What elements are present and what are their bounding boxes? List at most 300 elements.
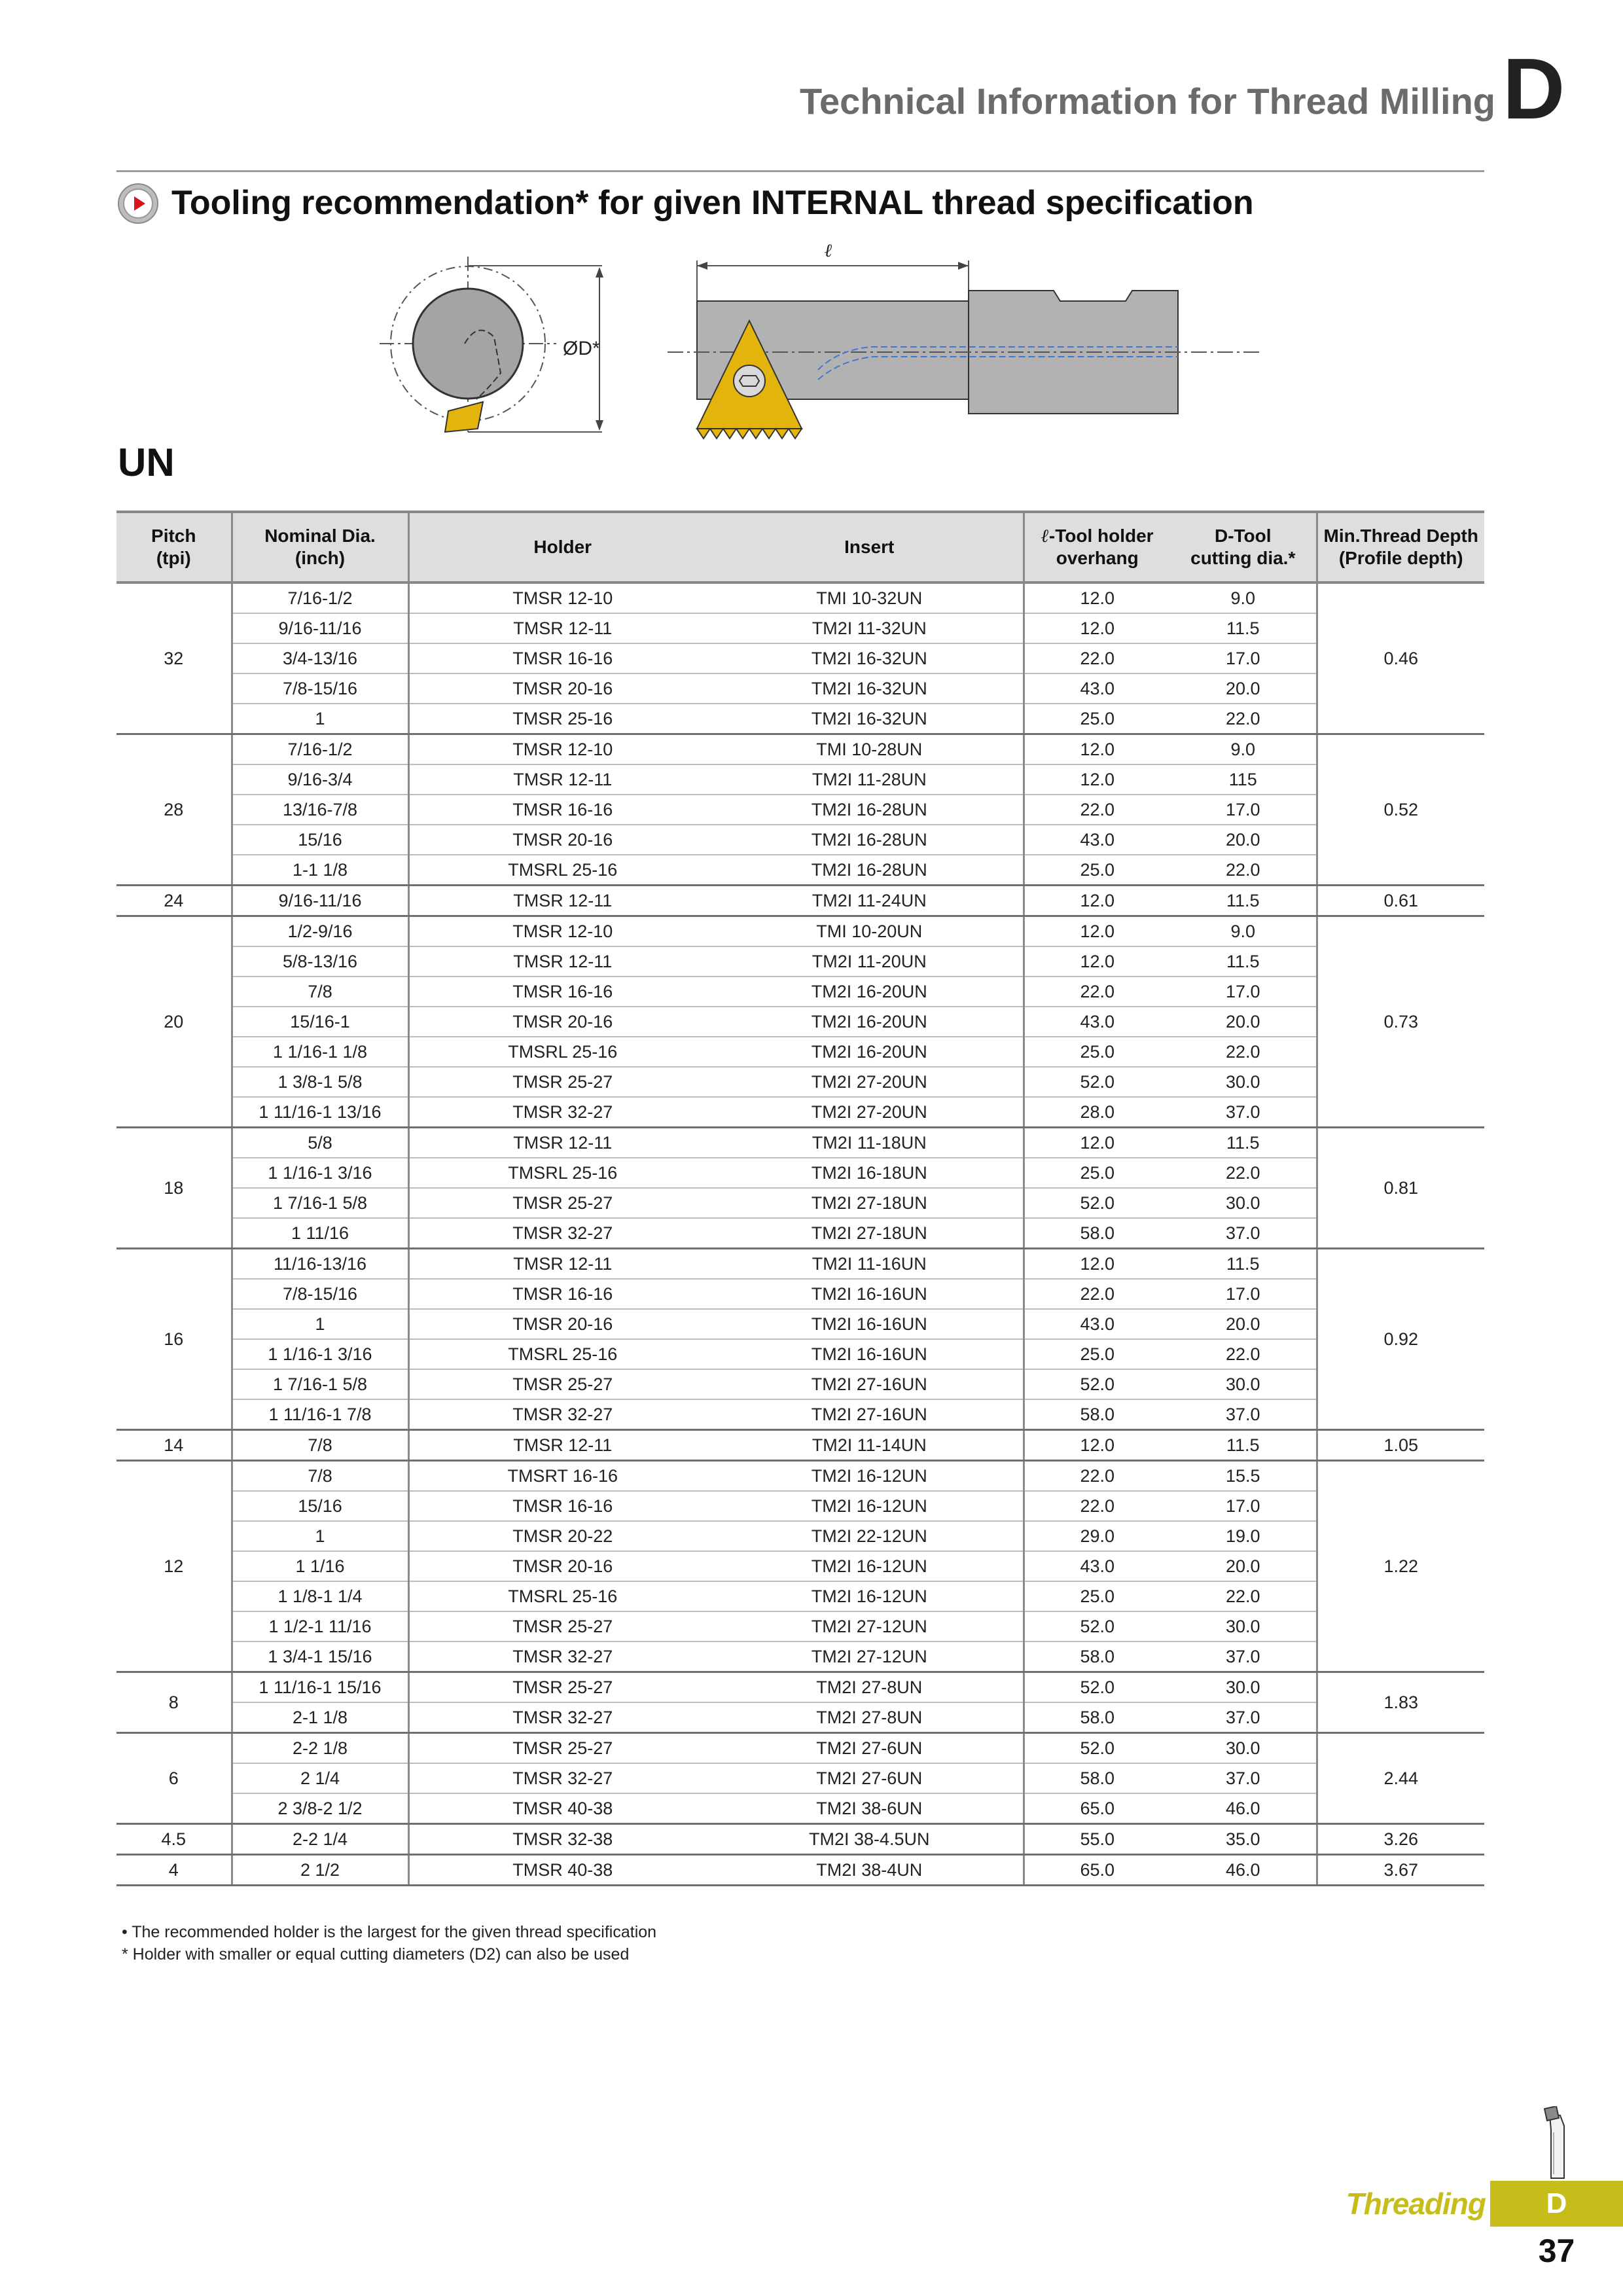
table-row [116, 1733, 1484, 1764]
insert-cell: TM2I 27-12UN [716, 1611, 1024, 1641]
insert-cell: TM2I 27-18UN [716, 1188, 1024, 1218]
table-row [116, 1007, 1484, 1037]
header-overhang: ℓ-Tool holder overhang [1024, 512, 1170, 583]
nominal-dia-cell: 1 [232, 1521, 408, 1551]
cutting-dia-cell: 22.0 [1170, 1581, 1317, 1611]
cutting-dia-cell: 17.0 [1170, 1279, 1317, 1309]
insert-cell: TMI 10-20UN [716, 916, 1024, 947]
insert-cell: TM2I 27-20UN [716, 1067, 1024, 1097]
overhang-cell: 43.0 [1024, 1007, 1170, 1037]
table-row [116, 1158, 1484, 1188]
pitch-cell: 24 [116, 886, 232, 916]
overhang-cell: 25.0 [1024, 1339, 1170, 1369]
insert-cell: TM2I 38-4.5UN [716, 1824, 1024, 1855]
nominal-dia-cell: 1 1/16-1 3/16 [232, 1339, 408, 1369]
nominal-dia-cell: 1 [232, 1309, 408, 1339]
table-row [116, 673, 1484, 704]
overhang-cell: 43.0 [1024, 1551, 1170, 1581]
nominal-dia-cell: 1 1/16-1 3/16 [232, 1158, 408, 1188]
nominal-dia-cell: 2 1/4 [232, 1763, 408, 1793]
cutting-dia-cell: 20.0 [1170, 1309, 1317, 1339]
cutting-dia-cell: 11.5 [1170, 1430, 1317, 1461]
overhang-cell: 52.0 [1024, 1672, 1170, 1703]
cutting-dia-cell: 30.0 [1170, 1611, 1317, 1641]
thread-depth-cell: 1.83 [1317, 1672, 1484, 1733]
thread-depth-cell: 0.61 [1317, 886, 1484, 916]
nominal-dia-cell: 11/16-13/16 [232, 1249, 408, 1280]
table-row [116, 613, 1484, 643]
holder-cell: TMSR 20-16 [408, 1309, 716, 1339]
table-row [116, 1824, 1484, 1855]
cutting-dia-cell: 30.0 [1170, 1733, 1317, 1764]
cutting-dia-cell: 11.5 [1170, 886, 1317, 916]
nominal-dia-cell: 1 1/2-1 11/16 [232, 1611, 408, 1641]
thread-depth-cell: 2.44 [1317, 1733, 1484, 1824]
tooling-recommendation-table [116, 511, 1484, 1886]
table-row [116, 1702, 1484, 1733]
table-row [116, 1067, 1484, 1097]
nominal-dia-cell: 1 [232, 704, 408, 734]
cutting-dia-cell: 20.0 [1170, 1551, 1317, 1581]
table-row [116, 583, 1484, 613]
overhang-cell: 55.0 [1024, 1824, 1170, 1855]
nominal-dia-cell: 13/16-7/8 [232, 795, 408, 825]
overhang-cell: 43.0 [1024, 1309, 1170, 1339]
insert-cell: TM2I 11-18UN [716, 1128, 1024, 1158]
table-row [116, 916, 1484, 947]
table-row [116, 1672, 1484, 1703]
bore-cross-section [380, 257, 603, 432]
nominal-dia-cell: 5/8-13/16 [232, 946, 408, 977]
holder-cell: TMSR 12-11 [408, 764, 716, 795]
nominal-dia-cell: 15/16-1 [232, 1007, 408, 1037]
holder-cell: TMSR 16-16 [408, 1491, 716, 1521]
overhang-cell: 28.0 [1024, 1097, 1170, 1128]
cutting-dia-cell: 35.0 [1170, 1824, 1317, 1855]
insert-cell: TM2I 38-4UN [716, 1855, 1024, 1886]
insert-cell: TM2I 16-12UN [716, 1551, 1024, 1581]
page-number: 37 [1538, 2233, 1575, 2269]
header-thread-depth: Min.Thread Depth (Profile depth) [1317, 512, 1484, 583]
cutting-dia-cell: 11.5 [1170, 1249, 1317, 1280]
holder-cell: TMSR 20-22 [408, 1521, 716, 1551]
overhang-cell: 65.0 [1024, 1855, 1170, 1886]
nominal-dia-cell: 7/16-1/2 [232, 583, 408, 613]
nominal-dia-cell: 7/16-1/2 [232, 734, 408, 765]
thread-depth-cell: 0.73 [1317, 916, 1484, 1128]
insert-cell: TM2I 27-18UN [716, 1218, 1024, 1249]
pitch-cell: 14 [116, 1430, 232, 1461]
cutting-dia-cell: 46.0 [1170, 1855, 1317, 1886]
nominal-dia-cell: 1 1/16 [232, 1551, 408, 1581]
nominal-dia-cell: 2 3/8-2 1/2 [232, 1793, 408, 1824]
holder-cell: TMSRL 25-16 [408, 855, 716, 886]
insert-cell: TM2I 22-12UN [716, 1521, 1024, 1551]
cutting-dia-cell: 11.5 [1170, 946, 1317, 977]
header-holder: Holder [408, 512, 716, 583]
table-row [116, 1037, 1484, 1067]
pitch-cell: 32 [116, 583, 232, 734]
thread-depth-cell: 3.67 [1317, 1855, 1484, 1886]
pitch-cell: 20 [116, 916, 232, 1128]
holder-cell: TMSR 12-11 [408, 886, 716, 916]
cutting-dia-cell: 22.0 [1170, 704, 1317, 734]
insert-cell: TM2I 16-20UN [716, 1037, 1024, 1067]
insert-cell: TMI 10-32UN [716, 583, 1024, 613]
nominal-dia-cell: 7/8-15/16 [232, 1279, 408, 1309]
overhang-cell: 12.0 [1024, 886, 1170, 916]
length-label: ℓ [825, 242, 832, 261]
table-row [116, 795, 1484, 825]
table-row [116, 1399, 1484, 1430]
insert-cell: TM2I 16-20UN [716, 1007, 1024, 1037]
header-insert: Insert [716, 512, 1024, 583]
table-row [116, 1521, 1484, 1551]
insert-cell: TM2I 16-32UN [716, 643, 1024, 673]
table-row [116, 1641, 1484, 1672]
pitch-cell: 4.5 [116, 1824, 232, 1855]
nominal-dia-cell: 2-2 1/8 [232, 1733, 408, 1764]
chapter-label: Threading [1346, 2187, 1486, 2221]
overhang-cell: 12.0 [1024, 946, 1170, 977]
holder-cell: TMSRL 25-16 [408, 1037, 716, 1067]
holder-cell: TMSR 12-10 [408, 734, 716, 765]
table-row [116, 1763, 1484, 1793]
insert-cell: TM2I 16-12UN [716, 1581, 1024, 1611]
cutting-dia-cell: 22.0 [1170, 855, 1317, 886]
cutting-dia-cell: 46.0 [1170, 1793, 1317, 1824]
thread-depth-cell: 1.05 [1317, 1430, 1484, 1461]
nominal-dia-cell: 7/8 [232, 977, 408, 1007]
table-row [116, 1339, 1484, 1369]
header-divider [116, 170, 1484, 172]
holder-cell: TMSRL 25-16 [408, 1339, 716, 1369]
table-row [116, 1188, 1484, 1218]
nominal-dia-cell: 7/8 [232, 1461, 408, 1492]
table-row [116, 643, 1484, 673]
table-row [116, 1611, 1484, 1641]
cutting-dia-cell: 37.0 [1170, 1097, 1317, 1128]
cutting-dia-cell: 9.0 [1170, 583, 1317, 613]
table-row [116, 1369, 1484, 1399]
insert-cell: TM2I 38-6UN [716, 1793, 1024, 1824]
cutting-dia-cell: 19.0 [1170, 1521, 1317, 1551]
header-cutting-dia: D-Tool cutting dia.* [1170, 512, 1317, 583]
holder-cell: TMSRL 25-16 [408, 1158, 716, 1188]
table-row [116, 977, 1484, 1007]
overhang-cell: 52.0 [1024, 1611, 1170, 1641]
overhang-cell: 58.0 [1024, 1702, 1170, 1733]
thread-depth-cell: 1.22 [1317, 1461, 1484, 1672]
thread-depth-cell: 3.26 [1317, 1824, 1484, 1855]
cutting-dia-cell: 30.0 [1170, 1067, 1317, 1097]
pitch-cell: 16 [116, 1249, 232, 1430]
chapter-tab-letter: D [1546, 2187, 1567, 2219]
holder-cell: TMSR 16-16 [408, 1279, 716, 1309]
insert-cell: TM2I 27-6UN [716, 1763, 1024, 1793]
insert-cell: TM2I 11-16UN [716, 1249, 1024, 1280]
insert-cell: TM2I 16-28UN [716, 795, 1024, 825]
table-row [116, 886, 1484, 916]
insert-cell: TM2I 16-16UN [716, 1339, 1024, 1369]
cutting-dia-cell: 115 [1170, 764, 1317, 795]
thread-depth-cell: 0.92 [1317, 1249, 1484, 1430]
overhang-cell: 58.0 [1024, 1218, 1170, 1249]
nominal-dia-cell: 7/8 [232, 1430, 408, 1461]
overhang-cell: 25.0 [1024, 855, 1170, 886]
table-row [116, 704, 1484, 734]
table-row [116, 1249, 1484, 1280]
holder-cell: TMSR 12-10 [408, 583, 716, 613]
footnote-holder: • The recommended holder is the largest for the given thread specification [122, 1923, 657, 1941]
insert-cell: TM2I 16-32UN [716, 673, 1024, 704]
overhang-cell: 22.0 [1024, 1461, 1170, 1492]
overhang-cell: 25.0 [1024, 1581, 1170, 1611]
table-row [116, 1855, 1484, 1886]
cutting-dia-cell: 37.0 [1170, 1641, 1317, 1672]
holder-cell: TMSR 12-11 [408, 1430, 716, 1461]
overhang-cell: 65.0 [1024, 1793, 1170, 1824]
insert-cell: TM2I 16-32UN [716, 704, 1024, 734]
nominal-dia-cell: 9/16-3/4 [232, 764, 408, 795]
insert-cell: TM2I 27-16UN [716, 1369, 1024, 1399]
nominal-dia-cell: 1 7/16-1 5/8 [232, 1369, 408, 1399]
overhang-cell: 22.0 [1024, 1491, 1170, 1521]
pitch-cell: 4 [116, 1855, 232, 1886]
cutting-dia-cell: 17.0 [1170, 643, 1317, 673]
holder-cell: TMSR 12-11 [408, 613, 716, 643]
insert-cell: TM2I 11-28UN [716, 764, 1024, 795]
holder-cell: TMSR 40-38 [408, 1855, 716, 1886]
cutting-dia-cell: 17.0 [1170, 977, 1317, 1007]
diameter-label: ØD* [563, 338, 600, 359]
insert-cell: TM2I 16-16UN [716, 1309, 1024, 1339]
holder-cell: TMSRL 25-16 [408, 1581, 716, 1611]
table-row [116, 1128, 1484, 1158]
table-row [116, 734, 1484, 765]
pitch-cell: 6 [116, 1733, 232, 1824]
overhang-cell: 52.0 [1024, 1188, 1170, 1218]
holder-cell: TMSR 20-16 [408, 1007, 716, 1037]
holder-cell: TMSR 12-10 [408, 916, 716, 947]
thread-standard-heading: UN [118, 440, 175, 484]
nominal-dia-cell: 1 1/16-1 1/8 [232, 1037, 408, 1067]
holder-cell: TMSR 25-27 [408, 1067, 716, 1097]
pitch-cell: 12 [116, 1461, 232, 1672]
table-row [116, 1461, 1484, 1492]
footnote-asterisk: * Holder with smaller or equal cutting diameters (D2) can also be used [122, 1945, 630, 1964]
holder-cell: TMSR 20-16 [408, 1551, 716, 1581]
tool-diagram [366, 242, 1296, 445]
overhang-cell: 52.0 [1024, 1369, 1170, 1399]
nominal-dia-cell: 1 11/16 [232, 1218, 408, 1249]
table-row [116, 1491, 1484, 1521]
insert-cell: TM2I 11-24UN [716, 886, 1024, 916]
nominal-dia-cell: 2-2 1/4 [232, 1824, 408, 1855]
insert-cell: TM2I 16-16UN [716, 1279, 1024, 1309]
threading-tool-icon [1531, 2106, 1577, 2179]
overhang-cell: 52.0 [1024, 1067, 1170, 1097]
table-row [116, 1793, 1484, 1824]
overhang-cell: 12.0 [1024, 613, 1170, 643]
pitch-cell: 28 [116, 734, 232, 886]
cutting-dia-cell: 9.0 [1170, 734, 1317, 765]
overhang-cell: 25.0 [1024, 1158, 1170, 1188]
holder-cell: TMSR 40-38 [408, 1793, 716, 1824]
cutting-dia-cell: 15.5 [1170, 1461, 1317, 1492]
tool-side-view [668, 242, 1263, 439]
holder-cell: TMSR 32-27 [408, 1097, 716, 1128]
section-letter: D [1503, 41, 1565, 137]
cutting-dia-cell: 17.0 [1170, 1491, 1317, 1521]
overhang-cell: 58.0 [1024, 1641, 1170, 1672]
nominal-dia-cell: 3/4-13/16 [232, 643, 408, 673]
overhang-cell: 25.0 [1024, 704, 1170, 734]
holder-cell: TMSR 25-27 [408, 1672, 716, 1703]
holder-cell: TMSRT 16-16 [408, 1461, 716, 1492]
thread-depth-cell: 0.52 [1317, 734, 1484, 886]
insert-cell: TM2I 11-14UN [716, 1430, 1024, 1461]
overhang-cell: 22.0 [1024, 795, 1170, 825]
table-row [116, 1309, 1484, 1339]
holder-cell: TMSR 25-16 [408, 704, 716, 734]
table-row [116, 1551, 1484, 1581]
header-nominal-dia: Nominal Dia. (inch) [232, 512, 408, 583]
insert-cell: TM2I 16-28UN [716, 855, 1024, 886]
overhang-cell: 12.0 [1024, 764, 1170, 795]
holder-cell: TMSR 32-27 [408, 1218, 716, 1249]
nominal-dia-cell: 1 11/16-1 13/16 [232, 1097, 408, 1128]
nominal-dia-cell: 1 7/16-1 5/8 [232, 1188, 408, 1218]
thread-depth-cell: 0.46 [1317, 583, 1484, 734]
pitch-cell: 8 [116, 1672, 232, 1733]
insert-cell: TM2I 27-6UN [716, 1733, 1024, 1764]
insert-cell: TM2I 16-20UN [716, 977, 1024, 1007]
overhang-cell: 12.0 [1024, 1249, 1170, 1280]
holder-cell: TMSR 32-27 [408, 1399, 716, 1430]
table-row [116, 1581, 1484, 1611]
holder-cell: TMSR 25-27 [408, 1188, 716, 1218]
nominal-dia-cell: 1 11/16-1 15/16 [232, 1672, 408, 1703]
cutting-dia-cell: 9.0 [1170, 916, 1317, 947]
cutting-dia-cell: 22.0 [1170, 1037, 1317, 1067]
holder-cell: TMSR 32-27 [408, 1702, 716, 1733]
nominal-dia-cell: 1 1/8-1 1/4 [232, 1581, 408, 1611]
holder-cell: TMSR 12-11 [408, 1128, 716, 1158]
insert-cell: TM2I 16-12UN [716, 1491, 1024, 1521]
nominal-dia-cell: 2-1 1/8 [232, 1702, 408, 1733]
table-row [116, 764, 1484, 795]
nominal-dia-cell: 9/16-11/16 [232, 613, 408, 643]
table-body [116, 583, 1484, 1886]
table-header-row [116, 512, 1484, 583]
cutting-dia-cell: 37.0 [1170, 1702, 1317, 1733]
nominal-dia-cell: 5/8 [232, 1128, 408, 1158]
cutting-dia-cell: 30.0 [1170, 1369, 1317, 1399]
cutting-dia-cell: 37.0 [1170, 1218, 1317, 1249]
insert-cell: TMI 10-28UN [716, 734, 1024, 765]
overhang-cell: 22.0 [1024, 977, 1170, 1007]
cutting-dia-cell: 30.0 [1170, 1672, 1317, 1703]
table-row [116, 1097, 1484, 1128]
nominal-dia-cell: 15/16 [232, 1491, 408, 1521]
holder-cell: TMSR 32-27 [408, 1641, 716, 1672]
insert-cell: TM2I 27-8UN [716, 1702, 1024, 1733]
holder-cell: TMSR 20-16 [408, 673, 716, 704]
overhang-cell: 12.0 [1024, 1128, 1170, 1158]
insert-cell: TM2I 27-16UN [716, 1399, 1024, 1430]
overhang-cell: 12.0 [1024, 916, 1170, 947]
holder-cell: TMSR 16-16 [408, 795, 716, 825]
insert-cell: TM2I 27-8UN [716, 1672, 1024, 1703]
holder-cell: TMSR 32-38 [408, 1824, 716, 1855]
overhang-cell: 25.0 [1024, 1037, 1170, 1067]
cutting-dia-cell: 30.0 [1170, 1188, 1317, 1218]
nominal-dia-cell: 1 11/16-1 7/8 [232, 1399, 408, 1430]
nominal-dia-cell: 7/8-15/16 [232, 673, 408, 704]
cutting-dia-cell: 11.5 [1170, 1128, 1317, 1158]
overhang-cell: 12.0 [1024, 1430, 1170, 1461]
play-arrow-circle-icon [116, 182, 160, 225]
insert-cell: TM2I 27-12UN [716, 1641, 1024, 1672]
insert-cell: TM2I 16-18UN [716, 1158, 1024, 1188]
nominal-dia-cell: 2 1/2 [232, 1855, 408, 1886]
table-row [116, 825, 1484, 855]
overhang-cell: 58.0 [1024, 1763, 1170, 1793]
section-title: Tooling recommendation* for given INTERNAL thread specification [171, 184, 1254, 222]
nominal-dia-cell: 1-1 1/8 [232, 855, 408, 886]
overhang-cell: 52.0 [1024, 1733, 1170, 1764]
overhang-cell: 12.0 [1024, 583, 1170, 613]
holder-cell: TMSR 25-27 [408, 1369, 716, 1399]
holder-cell: TMSR 12-11 [408, 946, 716, 977]
holder-cell: TMSR 16-16 [408, 977, 716, 1007]
table-row [116, 1279, 1484, 1309]
holder-cell: TMSR 20-16 [408, 825, 716, 855]
page-header-title: Technical Information for Thread Milling [799, 81, 1495, 122]
table-row [116, 855, 1484, 886]
cutting-dia-cell: 17.0 [1170, 795, 1317, 825]
overhang-cell: 12.0 [1024, 734, 1170, 765]
footnotes [122, 1921, 656, 1965]
overhang-cell: 58.0 [1024, 1399, 1170, 1430]
nominal-dia-cell: 9/16-11/16 [232, 886, 408, 916]
overhang-cell: 29.0 [1024, 1521, 1170, 1551]
insert-cell: TM2I 11-20UN [716, 946, 1024, 977]
nominal-dia-cell: 1 3/8-1 5/8 [232, 1067, 408, 1097]
header-pitch: Pitch (tpi) [116, 512, 232, 583]
holder-cell: TMSR 32-27 [408, 1763, 716, 1793]
thread-depth-cell: 0.81 [1317, 1128, 1484, 1249]
overhang-cell: 22.0 [1024, 643, 1170, 673]
insert-cell: TM2I 16-28UN [716, 825, 1024, 855]
insert-cell: TM2I 11-32UN [716, 613, 1024, 643]
overhang-cell: 43.0 [1024, 825, 1170, 855]
holder-cell: TMSR 25-27 [408, 1611, 716, 1641]
cutting-dia-cell: 37.0 [1170, 1399, 1317, 1430]
holder-cell: TMSR 16-16 [408, 643, 716, 673]
overhang-cell: 22.0 [1024, 1279, 1170, 1309]
overhang-cell: 43.0 [1024, 673, 1170, 704]
nominal-dia-cell: 15/16 [232, 825, 408, 855]
nominal-dia-cell: 1/2-9/16 [232, 916, 408, 947]
cutting-dia-cell: 22.0 [1170, 1339, 1317, 1369]
cutting-dia-cell: 22.0 [1170, 1158, 1317, 1188]
cutting-dia-cell: 11.5 [1170, 613, 1317, 643]
cutting-dia-cell: 37.0 [1170, 1763, 1317, 1793]
cutting-dia-cell: 20.0 [1170, 1007, 1317, 1037]
pitch-cell: 18 [116, 1128, 232, 1249]
